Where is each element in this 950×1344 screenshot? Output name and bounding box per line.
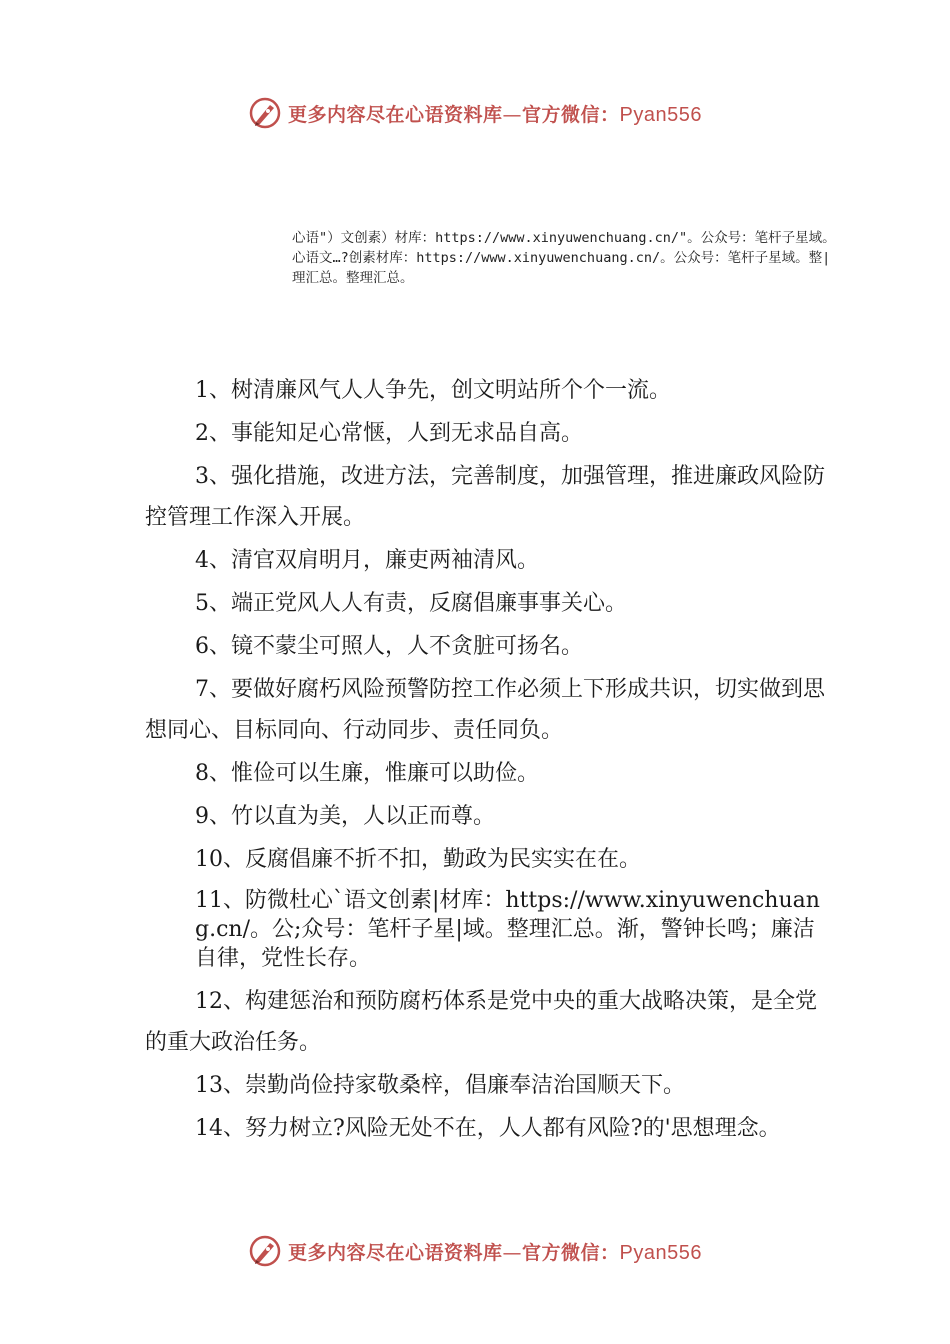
banner-title: 更多内容尽在心语资料库 bbox=[288, 103, 503, 126]
list-item: 4、清官双肩明月，廉吏两袖清风。 bbox=[195, 548, 539, 573]
watermark-note: 心语"）文创素）材库：https://www.xinyuwenchuang.cn/"。公众号：笔杆子星域。心语文…?创素材库：https://www.xinyuwenchuang.cn/。公众号：笔杆子星域。整|理汇总。整理汇总。 bbox=[292, 230, 836, 286]
banner-title: 更多内容尽在心语资料库 bbox=[288, 1241, 503, 1264]
list-item: 2、事能知足心常惬，人到无求品自高。 bbox=[195, 421, 583, 446]
banner-text bbox=[288, 100, 702, 127]
list-item: 13、崇勤尚俭持家敬桑梓，倡廉奉洁治国顺天下。 bbox=[195, 1073, 685, 1098]
banner-separator: — bbox=[502, 103, 523, 126]
banner-wechat-label: 官方微信： bbox=[522, 103, 620, 126]
footer-banner bbox=[0, 1234, 950, 1268]
list-item: 7、要做好腐朽风险预警防控工作必须上下形成共识，切实做到思想同心、目标同向、行动同步、责任同负。 bbox=[145, 677, 825, 743]
banner-wechat-id: Pyan556 bbox=[619, 1241, 702, 1264]
banner-wechat-id: Pyan556 bbox=[619, 103, 702, 126]
list-item: 1、树清廉风气人人争先，创文明站所个个一流。 bbox=[195, 378, 671, 403]
list-item: 5、端正党风人人有责，反腐倡廉事事关心。 bbox=[195, 591, 627, 616]
list-item: 10、反腐倡廉不折不扣，勤政为民实实在在。 bbox=[195, 847, 641, 872]
banner-wechat-label: 官方微信： bbox=[522, 1241, 620, 1264]
list-item: 3、强化措施，改进方法，完善制度，加强管理，推进廉政风险防控管理工作深入开展。 bbox=[145, 464, 825, 530]
header-banner bbox=[0, 96, 950, 130]
list-item: 11、防微杜心`语文创素|材库：https://www.xinyuwenchuang.cn/。公;众号：笔杆子星|域。整理汇总。渐，警钟长鸣；廉洁自律，党性长存。 bbox=[195, 888, 820, 971]
pen-logo-icon bbox=[248, 1234, 282, 1268]
list-item: 9、竹以直为美，人以正而尊。 bbox=[195, 804, 495, 829]
pen-logo-icon bbox=[248, 96, 282, 130]
banner-separator: — bbox=[502, 1241, 523, 1264]
slogan-list bbox=[145, 370, 835, 1151]
list-item: 14、努力树立?风险无处不在，人人都有风险?的'思想理念。 bbox=[195, 1116, 781, 1141]
banner-text bbox=[288, 1238, 702, 1265]
list-item: 8、惟俭可以生廉，惟廉可以助俭。 bbox=[195, 761, 539, 786]
list-item: 12、构建惩治和预防腐朽体系是党中央的重大战略决策，是全党的重大政治任务。 bbox=[145, 989, 817, 1055]
list-item: 6、镜不蒙尘可照人，人不贪脏可扬名。 bbox=[195, 634, 583, 659]
